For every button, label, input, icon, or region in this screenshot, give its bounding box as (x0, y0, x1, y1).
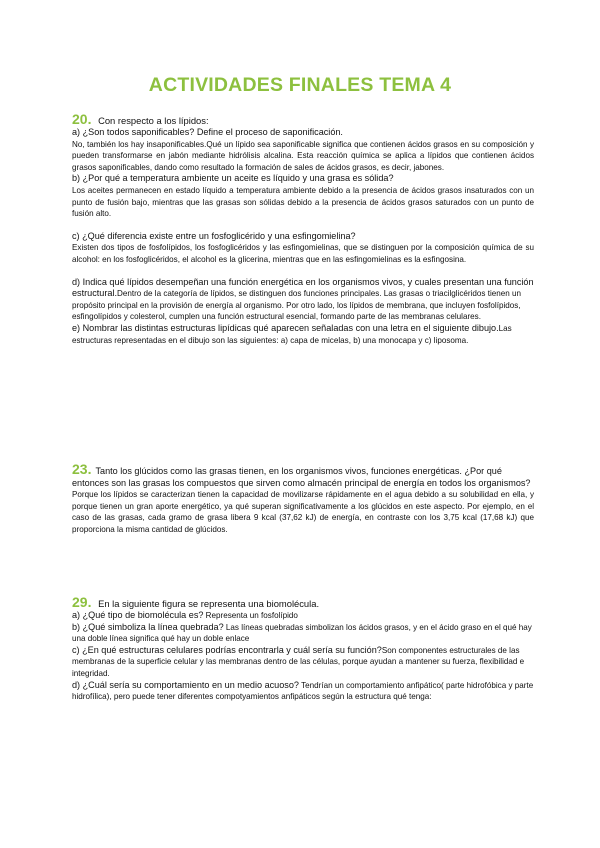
answer-20c: Existen dos tipos de fosfolípidos, los fosfoglicéridos y las esfingomielinas, que se distinguen por la composición química de su alcohol: en los fosfoglicéridos, el alcohol es la glicerina, mientras que en las esfingomielinas es la esfingosina. (72, 243, 534, 264)
question-20a: a) ¿Son todos saponificables? Define el proceso de saponificación. (72, 127, 343, 137)
answer-20a: No, también los hay insaponificables.Qué un lípido sea saponificable significa que contienen ácidos grasos en su composición y pueden transformarse en jabón mediante hidrólisis alcalina. Esta reacción química se aplica a lípidos que contienen ácidos grasos saponificables, dando como resultado la formación de sales de ácidos grasos, es decir, jabones. (72, 139, 534, 172)
question-29d-text: d) ¿Cuál sería su comportamiento en un medio acuoso? (72, 679, 299, 690)
question-20d-text: d) Indica qué lípidos desempeñan una función energética en los organismos vivos, y cuales presentan una función estructural. (72, 276, 534, 299)
question-20e-text: e) Nombrar las distintas estructuras lipídicas qué aparecen señaladas con una letra en el siguiente dibujo. (72, 322, 499, 333)
question-29c (72, 645, 534, 680)
answer-20b: Los aceites permanecen en estado líquido a temperatura ambiente debido a la presencia de ácidos grasos insaturados con un punto de fusión bajo, mientras que las grasas son sólidas debido a la presencia de ácidos grasos saturados con un punto de fusión alto. (72, 185, 534, 219)
question-23-body: Tanto los glúcidos como las grasas tienen, en los organismos vivos, funciones energéticas. ¿Por qué entonces son las grasas los compuestos que sirven como almacén principal de energía en todos los organismos? (72, 466, 531, 488)
question-20-header (72, 113, 534, 127)
question-20b: b) ¿Por qué a temperatura ambiente un aceite es líquido y una grasa es sólida? (72, 173, 394, 184)
question-29b-text: b) ¿Qué simboliza la línea quebrada? (72, 621, 224, 632)
question-20e (72, 323, 534, 346)
question-23-text (72, 461, 534, 489)
answer-29c: Son componentes estructurales de las membranas de la superficie celular y las membranas dentro de las células, porque ayudan a mantener su fuerza, flexibilidad e integridad. (72, 645, 525, 678)
question-20 (72, 113, 534, 346)
question-intro: Con respecto a los lípidos: (98, 115, 209, 126)
question-29 (72, 596, 534, 703)
answer-20e: Las estructuras representadas en el dibujo son las siguientes: a) capa de micelas, b) una monocapa y c) liposoma. (72, 323, 512, 345)
question-29a-text: a) ¿Qué tipo de biomolécula es? (72, 610, 204, 620)
question-29c-text: c) ¿En qué estructuras celulares podrías encontrarla y cuál sería su función? (72, 644, 382, 655)
answer-29b: Las líneas quebradas simbolizan los ácidos grasos, y en el ácido graso en el qué hay una doble línea significa qué hay un doble enlace (72, 622, 532, 644)
question-23 (72, 461, 534, 536)
question-29a (72, 610, 534, 622)
answer-23: Porque los lípidos se caracterizan tienen la capacidad de movilizarse rápidamente en el agua debido a su solubilidad en ella, y porque tienen un gran aporte energético, ya qué superan significativamente a los glúcidos en este aspecto. Por ejemplo, en el caso de las grasas, cada gramo de grasa libera 9 kcal (37,62 kJ) de energía, en contraste con los 3,75 kcal (17,68 kJ) que proporciona la misma cantidad de glúcidos. (72, 490, 534, 534)
answer-29d: Tendrían un comportamiento anfipático( parte hidrofóbica y parte hidrofílica), pero puede tener diferentes compotyamientos anfipáticos según la estructura qué tenga: (72, 680, 534, 702)
question-number: 23. (72, 461, 92, 477)
answer-29a: Representa un fosfolípido (203, 611, 298, 620)
question-number: 29. (72, 594, 92, 610)
question-20c: c) ¿Qué diferencia existe entre un fosfoglicérido y una esfingomielina? (72, 230, 356, 241)
question-intro: En la siguiente figura se representa una biomolécula. (98, 598, 320, 609)
question-29b (72, 622, 534, 645)
question-number: 20. (72, 111, 92, 127)
question-29d (72, 680, 534, 703)
question-20d (72, 277, 534, 323)
question-29-header (72, 596, 534, 610)
answer-20d: Dentro de la categoría de lípidos, se distinguen dos funciones principales. Las grasas o triacilglicéridos tienen un propósito principal en la provisión de energía al organismo. Por otro lado, los lípidos de membrana, que incluyen fosfolípidos, esfingolípidos y colesterol, cumplen una función estructural esencial, formando parte de las membranas celulares. (72, 289, 522, 322)
page-title: ACTIVIDADES FINALES TEMA 4 (148, 74, 452, 96)
